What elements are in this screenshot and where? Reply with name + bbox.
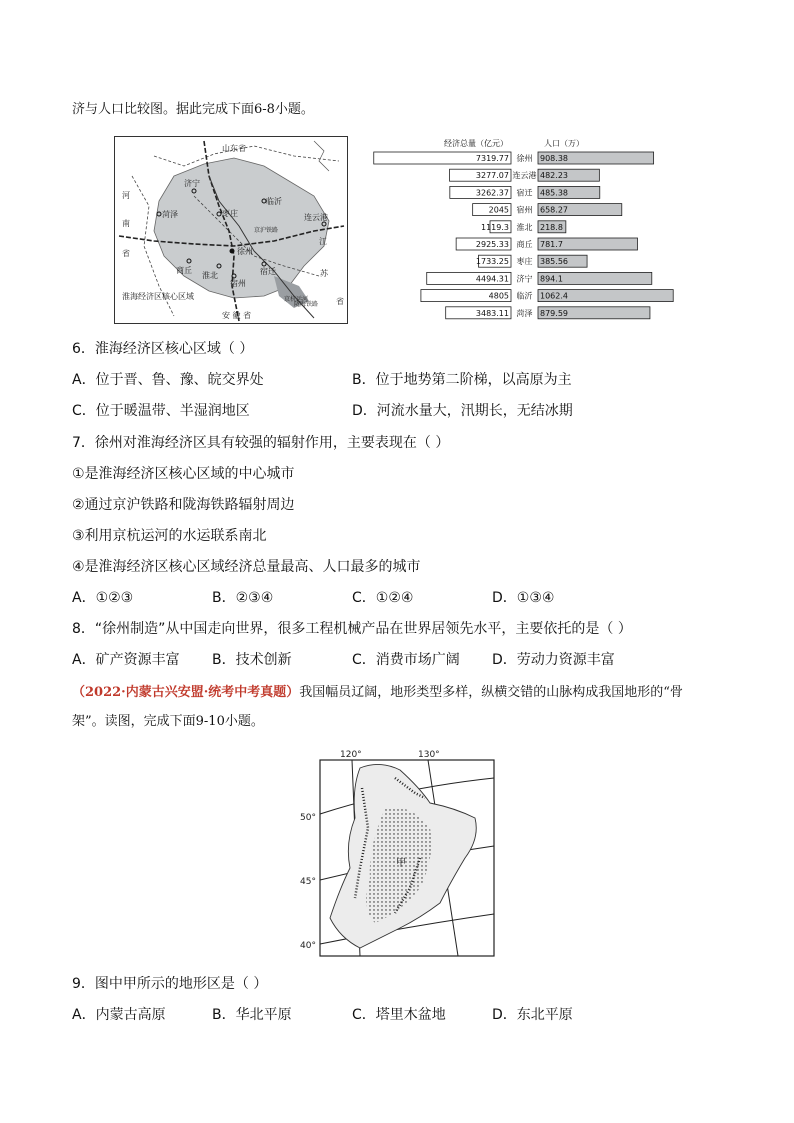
q7-option-c[interactable]: C．①②④ bbox=[352, 590, 414, 606]
intro-text: 济与人口比较图。据此完成下面6-8小题。 bbox=[72, 102, 314, 117]
city-label: 徐州 bbox=[516, 154, 533, 163]
label-lon-130: 130° bbox=[418, 750, 440, 760]
city-label: 枣庄 bbox=[516, 257, 533, 267]
economy-value-label: 4805 bbox=[488, 291, 509, 301]
q7-statement-3: ③利用京杭运河的水运联系南北 bbox=[72, 528, 267, 544]
label-shangqiu: 商丘 bbox=[176, 266, 192, 275]
label-heze: 菏泽 bbox=[162, 210, 178, 219]
population-value-label: 485.38 bbox=[540, 188, 568, 198]
section2-text1: 我国幅员辽阔，地形类型多样，纵横交错的山脉构成我国地形的“骨 bbox=[299, 685, 683, 700]
label-shandong: 山东省 bbox=[222, 144, 246, 153]
label-canal: 京杭运河 bbox=[284, 296, 309, 303]
label-jiangsu-2: 苏 bbox=[320, 269, 328, 278]
q9-option-b[interactable]: B．华北平原 bbox=[212, 1007, 292, 1023]
label-jiangsu-1: 江 bbox=[319, 237, 327, 246]
economy-value-label: 3277.07 bbox=[475, 171, 509, 181]
label-linyi: 临沂 bbox=[266, 197, 282, 206]
label-lianyungang: 连云港 bbox=[304, 213, 328, 222]
economy-value-label: 2925.33 bbox=[475, 240, 509, 249]
population-value-label: 781.7 bbox=[540, 240, 563, 249]
city-label: 宿州 bbox=[516, 205, 533, 215]
label-henan-2: 南 bbox=[122, 219, 130, 228]
q6-stem: 6．淮海经济区核心区域（ ） bbox=[72, 341, 254, 357]
label-suzhou: 宿州 bbox=[230, 279, 246, 288]
label-lat-45: 45° bbox=[300, 877, 316, 887]
label-huaibei: 淮北 bbox=[202, 271, 218, 280]
q7-stem: 7．徐州对淮海经济区具有较强的辐射作用，主要表现在（ ） bbox=[72, 435, 450, 451]
label-zaozhuang: 枣庄 bbox=[222, 209, 238, 218]
label-henan-1: 河 bbox=[122, 191, 130, 200]
label-suqian: 宿迁 bbox=[260, 267, 276, 276]
q9-stem: 9．图中甲所示的地形区是（ ） bbox=[72, 976, 268, 992]
economy-value-label: 3262.37 bbox=[475, 188, 509, 198]
q8-option-b[interactable]: B．技术创新 bbox=[212, 652, 292, 668]
economy-value-label: 1119.3 bbox=[481, 222, 509, 232]
label-jiangsu-3: 省 bbox=[336, 297, 344, 306]
population-value-label: 218.8 bbox=[540, 222, 563, 232]
q7-statement-4: ④是淮海经济区核心区域经济总量最高、人口最多的城市 bbox=[72, 559, 421, 575]
q9-option-a[interactable]: A．内蒙古高原 bbox=[72, 1007, 166, 1023]
city-label: 淮北 bbox=[516, 222, 533, 232]
city-label: 菏泽 bbox=[516, 308, 533, 318]
q6-option-a[interactable]: A．位于晋、鲁、豫、皖交界处 bbox=[72, 372, 264, 388]
label-jia: 甲 bbox=[396, 858, 406, 869]
q8-option-c[interactable]: C．消费市场广阔 bbox=[352, 652, 460, 668]
city-label: 宿迁 bbox=[516, 188, 533, 198]
label-core-area: 淮海经济区核心区域 bbox=[122, 292, 194, 301]
q8-option-a[interactable]: A．矿产资源丰富 bbox=[72, 652, 180, 668]
q6-option-d[interactable]: D．河流水量大，汛期长，无结冰期 bbox=[352, 403, 573, 419]
population-value-label: 385.56 bbox=[540, 257, 568, 267]
label-lat-40: 40° bbox=[300, 941, 316, 951]
section2-line1 bbox=[72, 683, 683, 703]
header-population: 人口（万） bbox=[544, 139, 584, 148]
label-jining: 济宁 bbox=[184, 179, 200, 188]
city-label: 商丘 bbox=[516, 240, 533, 249]
population-value-label: 658.27 bbox=[540, 205, 568, 215]
q7-option-d[interactable]: D．①③④ bbox=[492, 590, 555, 606]
label-longhai: 陇海铁路 bbox=[294, 301, 319, 308]
economy-value-label: 4494.31 bbox=[475, 274, 509, 284]
population-value-label: 894.1 bbox=[540, 274, 563, 284]
economy-value-label: 1733.25 bbox=[475, 257, 509, 267]
population-value-label: 482.23 bbox=[540, 171, 568, 181]
economy-value-label: 2045 bbox=[488, 205, 509, 215]
population-value-label: 908.38 bbox=[540, 154, 568, 163]
label-henan-3: 省 bbox=[122, 249, 130, 258]
q6-option-b[interactable]: B．位于地势第二阶梯，以高原为主 bbox=[352, 372, 572, 388]
q6-option-c[interactable]: C．位于暖温带、半湿润地区 bbox=[72, 403, 250, 419]
q9-option-d[interactable]: D．东北平原 bbox=[492, 1007, 573, 1023]
label-jinghu: 京沪铁路 bbox=[254, 227, 279, 234]
q8-stem: 8．“徐州制造”从中国走向世界，很多工程机械产品在世界居领先水平，主要依托的是（ ） bbox=[72, 621, 632, 637]
label-lon-120: 120° bbox=[340, 750, 362, 760]
q9-option-c[interactable]: C．塔里木盆地 bbox=[352, 1007, 446, 1023]
label-lat-50: 50° bbox=[300, 813, 316, 823]
population-value-label: 879.59 bbox=[540, 308, 568, 318]
city-label: 济宁 bbox=[516, 274, 533, 284]
q7-statement-1: ①是淮海经济区核心区域的中心城市 bbox=[72, 466, 295, 482]
header-economy: 经济总量（亿元） bbox=[444, 139, 508, 148]
economy-population-chart bbox=[356, 136, 688, 326]
q8-option-d[interactable]: D．劳动力资源丰富 bbox=[492, 652, 615, 668]
economy-value-label: 7319.77 bbox=[475, 154, 509, 163]
section2-text2: 架”。读图，完成下面9-10小题。 bbox=[72, 714, 264, 729]
source-tag: （2022·内蒙古兴安盟·统考中考真题） bbox=[72, 685, 300, 700]
city-label: 连云港 bbox=[512, 171, 537, 181]
label-xuzhou: 徐州 bbox=[237, 247, 253, 256]
city-label: 临沂 bbox=[516, 291, 533, 301]
northeast-china-map bbox=[300, 748, 496, 960]
economy-value-label: 3483.11 bbox=[475, 308, 509, 318]
q7-option-b[interactable]: B．②③④ bbox=[212, 590, 274, 606]
q7-statement-2: ②通过京沪铁路和陇海铁路辐射周边 bbox=[72, 497, 295, 513]
q7-option-a[interactable]: A．①②③ bbox=[72, 590, 134, 606]
huaihai-map bbox=[114, 136, 348, 324]
label-anhui: 安 徽 省 bbox=[222, 311, 252, 320]
population-value-label: 1062.4 bbox=[540, 291, 568, 301]
